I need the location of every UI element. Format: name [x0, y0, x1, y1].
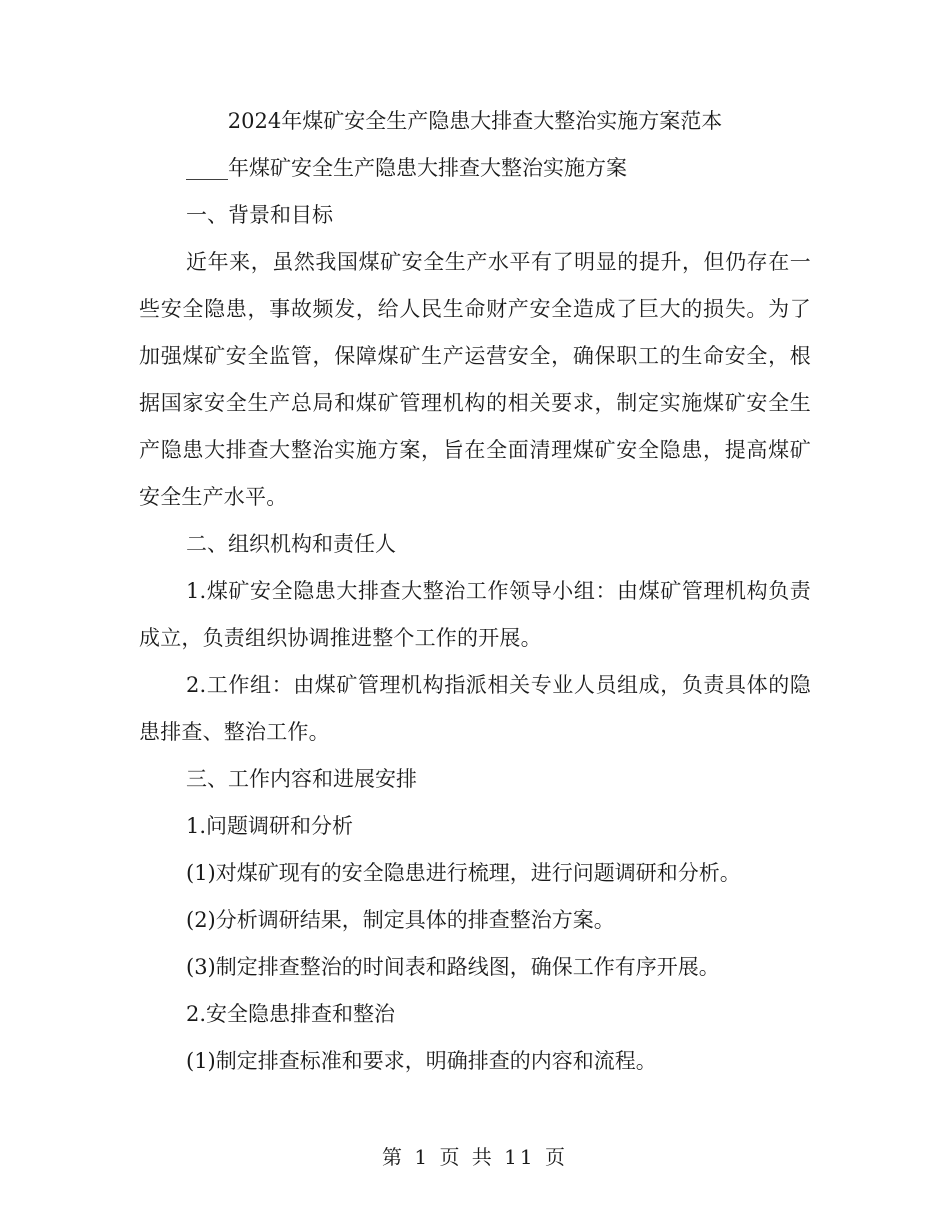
- work-item: (1)对煤矿现有的安全隐患进行梳理，进行问题调研和分析。: [186, 861, 741, 885]
- work-item: 1.问题调研和分析: [186, 814, 354, 838]
- org-item-workgroup: 2.工作组：由煤矿管理机构指派相关专业人员组成，负责具体的隐患排查、整治工作。: [139, 673, 811, 744]
- document-title: 2024年煤矿安全生产隐患大排查大整治实施方案范本: [227, 109, 723, 133]
- background-paragraph: 近年来，虽然我国煤矿安全生产水平有了明显的提升，但仍存在一些安全隐患，事故频发，给人民生命财产安全造成了巨大的损失。为了加强煤矿安全监管，保障煤矿生产运营安全，确保职工的生命安全，根据国家安全生产总局和煤矿管理机构的相关要求，制定实施煤矿安全生产隐患大排查大整治实施方案，旨在全面清理煤矿安全隐患，提高煤矿安全生产水平。: [139, 250, 811, 509]
- document-subtitle: ____年煤矿安全生产隐患大排查大整治实施方案: [186, 156, 627, 180]
- page-number-footer: 第 1 页 共 11 页: [382, 1145, 568, 1169]
- document-body: [139, 98, 811, 1085]
- org-item-leadership: 1.煤矿安全隐患大排查大整治工作领导小组：由煤矿管理机构负责成立，负责组织协调推进整个工作的开展。: [139, 579, 811, 650]
- work-item: (3)制定排查整治的时间表和路线图，确保工作有序开展。: [186, 955, 720, 979]
- work-item: (2)分析调研结果，制定具体的排查整治方案。: [186, 908, 615, 932]
- section-heading-organization: 二、组织机构和责任人: [186, 532, 396, 556]
- section-heading-background: 一、背景和目标: [186, 203, 333, 227]
- work-item: 2.安全隐患排查和整治: [186, 1002, 396, 1026]
- section-heading-work: 三、工作内容和进展安排: [186, 767, 417, 791]
- work-item: (1)制定排查标准和要求，明确排查的内容和流程。: [186, 1049, 657, 1073]
